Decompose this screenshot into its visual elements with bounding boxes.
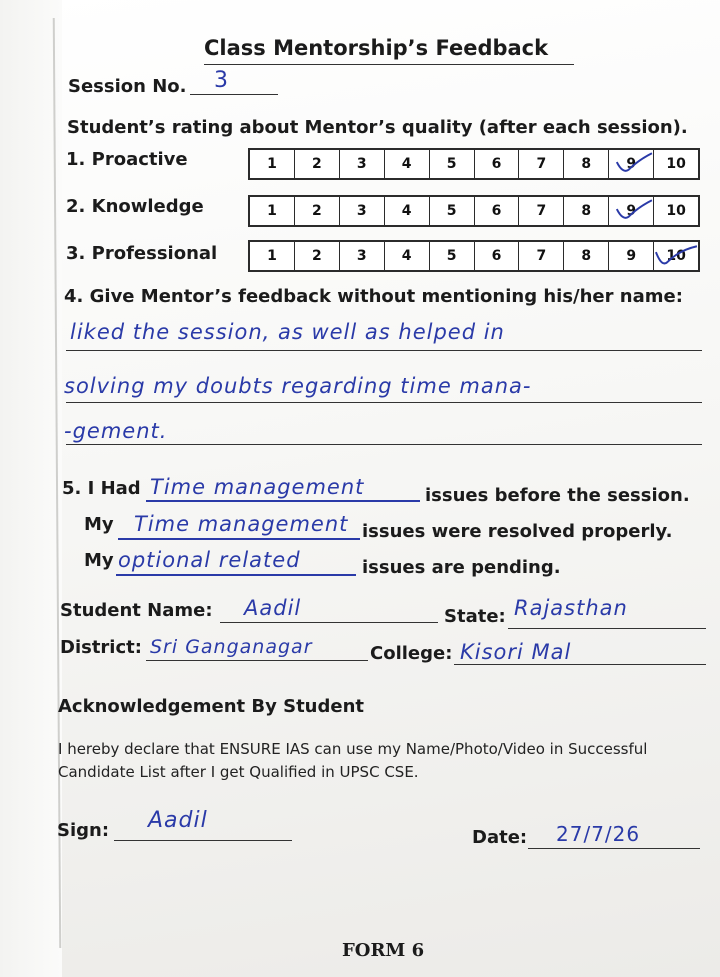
pending-underline <box>116 574 356 576</box>
scale-cell[interactable]: 8 <box>563 150 608 178</box>
district-label: District: <box>60 637 142 658</box>
rating-scale-professional <box>248 240 700 272</box>
issues-had-value[interactable]: Time management <box>150 475 365 499</box>
feedback-line-1[interactable]: liked the session, as well as helped in <box>70 320 505 344</box>
scale-cell[interactable]: 4 <box>384 197 429 225</box>
feedback-underline-3 <box>66 444 702 445</box>
scale-cell-selected[interactable]: 9 <box>608 150 653 178</box>
rating-label-knowledge: 2. Knowledge <box>66 196 204 217</box>
scale-cell[interactable]: 1 <box>267 156 277 172</box>
feedback-line-2[interactable]: solving my doubts regarding time mana- <box>64 374 532 398</box>
scale-cell-selected[interactable]: 9 <box>608 197 653 225</box>
resolved-suffix: issues were resolved properly. <box>362 521 673 542</box>
scale-cell[interactable]: 1 <box>267 248 277 264</box>
resolved-prefix: My <box>84 514 114 535</box>
feedback-underline-2 <box>66 402 702 403</box>
pending-suffix: issues are pending. <box>362 557 561 578</box>
scale-cell-selected[interactable]: 10 <box>653 242 698 270</box>
student-name-underline <box>220 622 438 623</box>
state-underline <box>508 628 706 629</box>
scale-cell[interactable]: 2 <box>294 197 339 225</box>
resolved-underline <box>118 538 360 540</box>
rating-label-proactive: 1. Proactive <box>66 149 188 170</box>
state-label: State: <box>444 606 506 627</box>
scale-cell[interactable]: 7 <box>518 242 563 270</box>
scale-cell[interactable]: 3 <box>339 242 384 270</box>
rating-scale-proactive <box>248 148 700 180</box>
state-value[interactable]: Rajasthan <box>514 596 628 620</box>
sign-underline <box>114 840 292 841</box>
scale-cell[interactable]: 10 <box>653 150 698 178</box>
scale-cell[interactable]: 3 <box>339 150 384 178</box>
session-label: Session No. <box>68 76 187 97</box>
scale-cell[interactable]: 2 <box>294 242 339 270</box>
ack-line-2: Candidate List after I get Qualified in UPSC CSE. <box>58 763 419 781</box>
scale-cell[interactable]: 9 <box>608 242 653 270</box>
scale-cell[interactable]: 6 <box>474 242 519 270</box>
date-value[interactable]: 27/7/26 <box>556 822 641 846</box>
tick-mark-icon <box>609 150 653 178</box>
scale-cell[interactable]: 5 <box>429 242 474 270</box>
scale-cell[interactable]: 10 <box>653 197 698 225</box>
college-value[interactable]: Kisori Mal <box>460 640 572 664</box>
rating-label-professional: 3. Professional <box>66 243 218 264</box>
issues-had-underline <box>146 500 420 502</box>
scale-cell[interactable]: 8 <box>563 197 608 225</box>
feedback-underline-1 <box>66 350 702 351</box>
student-name-value[interactable]: Aadil <box>244 596 302 620</box>
scale-cell[interactable]: 7 <box>518 197 563 225</box>
form-footer-label: FORM 6 <box>342 940 425 961</box>
sign-label: Sign: <box>57 820 110 841</box>
date-underline <box>528 848 700 849</box>
scale-cell[interactable]: 3 <box>339 197 384 225</box>
scale-cell[interactable]: 4 <box>384 242 429 270</box>
feedback-label: 4. Give Mentor’s feedback without mentioning his/her name: <box>64 286 683 307</box>
issues-had-suffix: issues before the session. <box>425 485 690 506</box>
college-label: College: <box>370 643 453 664</box>
scale-cell[interactable]: 2 <box>294 150 339 178</box>
tick-mark-icon <box>609 197 653 225</box>
signature[interactable]: Aadil <box>148 808 208 833</box>
session-value: 3 <box>214 68 229 93</box>
rating-scale-knowledge <box>248 195 700 227</box>
scale-cell[interactable]: 5 <box>429 150 474 178</box>
resolved-value[interactable]: Time management <box>134 512 349 536</box>
scale-cell[interactable]: 6 <box>474 150 519 178</box>
scale-cell[interactable]: 8 <box>563 242 608 270</box>
date-label: Date: <box>472 827 528 848</box>
pending-value[interactable]: optional related <box>118 548 301 572</box>
scale-cell[interactable]: 5 <box>429 197 474 225</box>
scale-cell[interactable]: 7 <box>518 150 563 178</box>
issues-had-prefix: 5. I Had <box>62 478 141 499</box>
student-name-label: Student Name: <box>60 600 213 621</box>
ack-heading: Acknowledgement By Student <box>58 696 364 717</box>
feedback-line-3[interactable]: -gement. <box>64 419 168 443</box>
rating-heading: Student’s rating about Mentor’s quality (after each session). <box>67 117 688 138</box>
scale-cell[interactable]: 1 <box>267 203 277 219</box>
district-underline <box>146 660 368 661</box>
scale-cell[interactable]: 4 <box>384 150 429 178</box>
college-underline <box>454 664 706 665</box>
session-underline <box>190 94 278 95</box>
tick-mark-icon <box>654 242 698 270</box>
title-underline <box>204 64 574 65</box>
form-title: Class Mentorship’s Feedback <box>204 36 549 60</box>
district-value[interactable]: Sri Ganganagar <box>150 636 313 658</box>
ack-line-1: I hereby declare that ENSURE IAS can use my Name/Photo/Video in Successful <box>58 740 648 758</box>
pending-prefix: My <box>84 550 114 571</box>
scale-cell[interactable]: 6 <box>474 197 519 225</box>
